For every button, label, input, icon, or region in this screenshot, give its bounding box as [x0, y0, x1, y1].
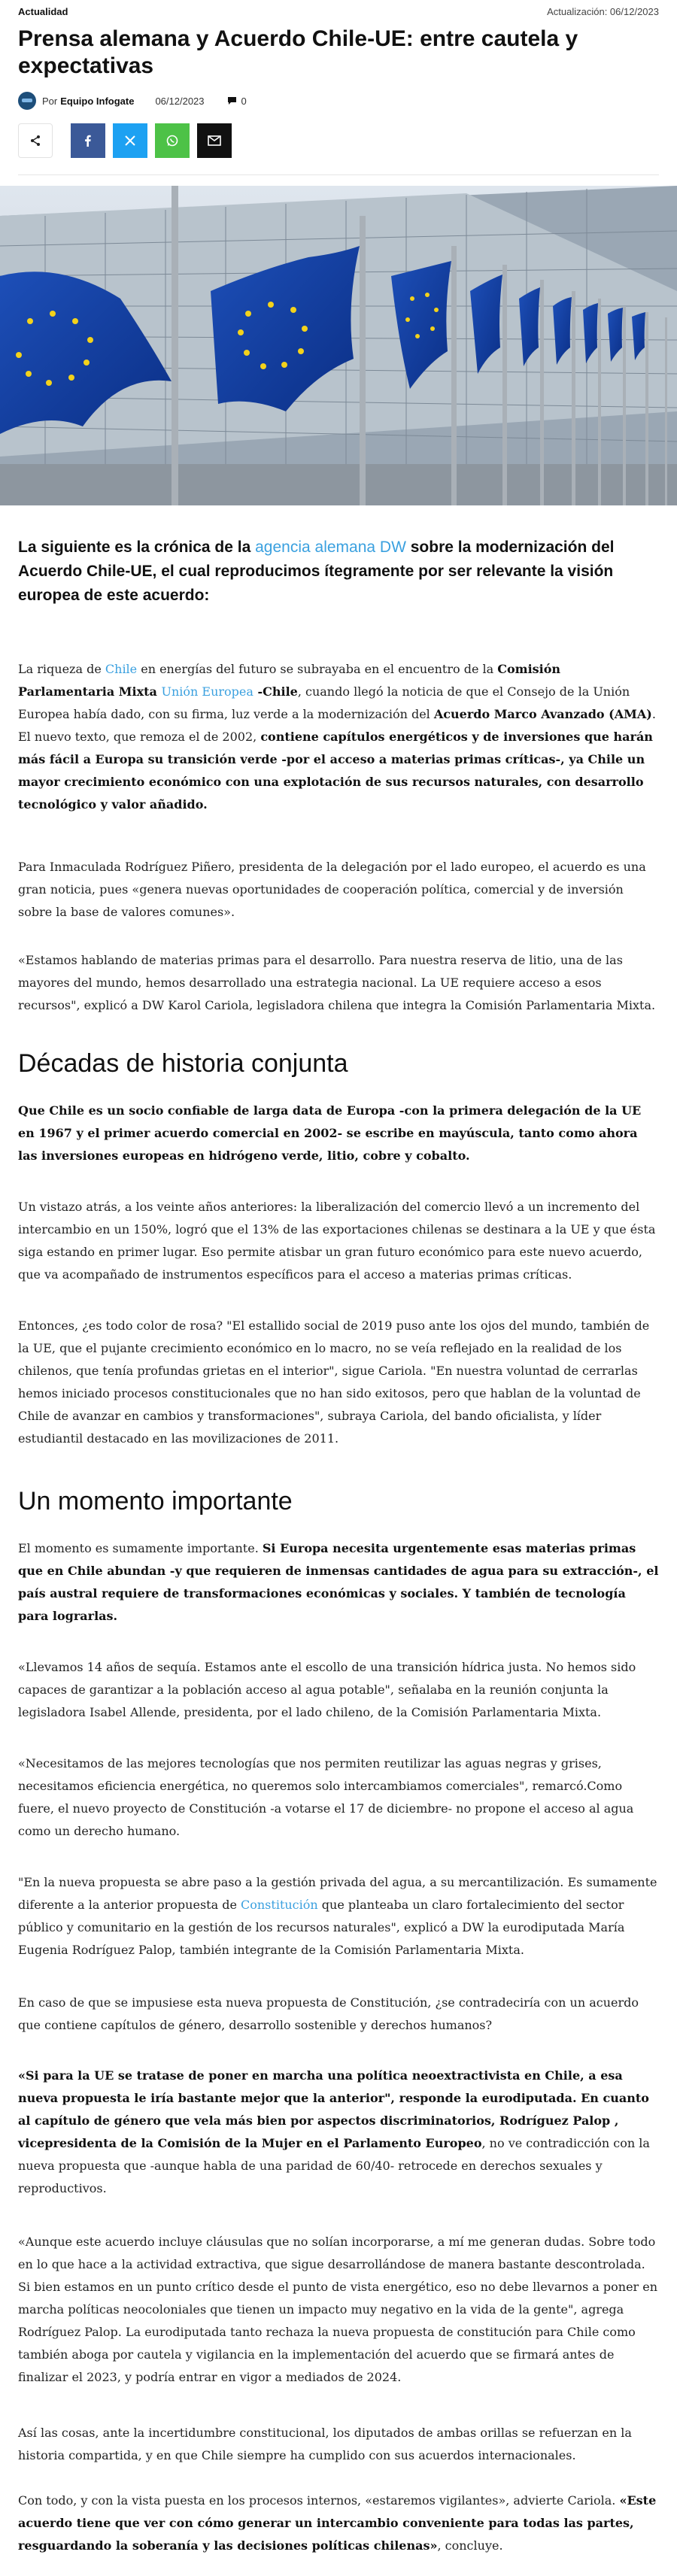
whatsapp-icon [165, 134, 179, 147]
paragraph-13: «Aunque este acuerdo incluye cláusulas que no solían incorporarse, a mí me generan dudas. Sobre todo en lo que hace a la actividad extractiva, que sigue desarrollándose de manera bastante descontrolada. Si bien estamos en un punto crítico desde el punto de vista energético, eso no debe llevarnos a poner en marcha políticas neocoloniales que tienen un impacto muy negativo en la vida de la gente", agrega Rodríguez Palop. La eurodiputada tanto rechaza la nueva propuesta de constitución para Chile como también aboga por cautela y vigilancia en la implementación del acuerdo que se firmará antes de finalizar el 2023, y podría entrar en vigor a mediados de 2024. [18, 2235, 658, 2384]
paragraph-12 [18, 2065, 659, 2200]
dw-agency-link[interactable]: agencia alemana DW [255, 539, 406, 556]
lead-text: La siguiente es la crónica de la [18, 539, 256, 556]
paragraph-10 [18, 1871, 659, 1962]
paragraph-7 [18, 1537, 659, 1628]
p15-bold: «Este acuerdo tiene que ver con cómo generar un intercambio conveniente para todas las partes, resguardando la soberanía y las decisiones políticas chilenas» [18, 2493, 657, 2553]
p1-bold-chile: -Chile [253, 684, 298, 699]
paragraph-3: «Estamos hablando de materias primas para el desarrollo. Para nuestra reserva de litio, una de las mayores del mundo, hemos desarrollado una estrategia nacional. La UE requiere acceso a esos recursos", explicó a DW Karol Cariola, legisladora chilena que integra la Comisión Parlamentaria Mixta. [18, 953, 656, 1012]
share-icon [29, 135, 41, 147]
p1-text-c: , cuando llegó la noticia de que el Consejo de la Unión Europea había dado, con su firma, luz verde a la modernización del [18, 684, 630, 721]
paragraph-15 [18, 2490, 659, 2557]
comments-link[interactable] [227, 96, 247, 107]
article-meta [18, 90, 659, 111]
facebook-share-button[interactable] [71, 123, 105, 158]
divider [18, 174, 659, 175]
hero-image [0, 186, 677, 505]
x-share-button[interactable] [113, 123, 147, 158]
p7-bold: Si Europa necesita urgentemente esas materias primas que en Chile abundan -y que requieren de inmensas cantidades de agua para su extracción-, el país austral requiere de transformaciones económicas y sociales. Y también de tecnología para lograrlas. [18, 1541, 659, 1623]
paragraph-9: «Necesitamos de las mejores tecnologías que nos permiten reutilizar las aguas negras y grises, necesitamos eficiencia energética, no queremos solo intercambiamos comerciales", remarcó.Como fuere, el nuevo proyecto de Constitución -a votarse el 17 de diciembre- no propone el acceso al agua como un derecho humano. [18, 1756, 634, 1838]
comment-icon [227, 96, 237, 105]
author-avatar[interactable] [18, 92, 36, 110]
p10-text-b: que planteaba un claro fortalecimiento del sector público y comunitario en la gestión de los recursos naturales", explicó a DW la eurodiputada María Eugenia Rodríguez Palop, también integrante de la Comisión Parlamentaria Mixta. [18, 1898, 625, 1957]
p1-bold-ama: Acuerdo Marco Avanzado (AMA) [433, 707, 652, 721]
share-bar [18, 123, 659, 159]
lead-paragraph [18, 536, 659, 608]
top-meta-bar [18, 6, 659, 21]
paragraph-1 [18, 658, 659, 816]
p4-bold: Que Chile es un socio confiable de larga data de Europa -con la primera delegación de la UE en 1967 y el primer acuerdo comercial en 2002- se escribe en mayúscula, tanto como ahora las inversiones europeas en hidrógeno verde, litio, cobre y cobalto. [18, 1103, 642, 1163]
share-button[interactable] [18, 123, 53, 158]
p1-bold-end: contiene capítulos energéticos y de inversiones que harán más fácil a Europa su transición verde -por el acceso a materias primas críticas-, ya Chile un mayor crecimiento económico con una explotación de sus recursos naturales, con desarrollo tecnológico y valor añadido. [18, 730, 653, 812]
p12-bold: «Si para la UE se tratase de poner en marcha una política neoextractivista en Chile, a esa nueva propuesta le iría bastante mejor que la anterior", responde la eurodiputada. En cuanto al capítulo de género que vela más bien por aspectos discriminatorios, Rodríguez Palop , vicepresidenta de la Comisión de la Mujer en el Parlamento Europeo [18, 2068, 649, 2150]
constitucion-link[interactable]: Constitución [241, 1898, 318, 1912]
lead-text-end: sobre la modernización del Acuerdo Chile-UE, el cual reproducimos ítegramente por ser relevante la visión europea de este acuerdo: [18, 539, 615, 604]
eu-flags-photo [0, 186, 677, 505]
email-icon [208, 135, 221, 146]
whatsapp-share-button[interactable] [155, 123, 190, 158]
paragraph-8: «Llevamos 14 años de sequía. Estamos ante el escollo de una transición hídrica justa. No hemos sido capaces de garantizar a la población acceso al agua potable", señalaba en la reunión conjunta la legisladora Isabel Allende, presidenta, por el lado chileno, de la Comisión Parlamentaria Mixta. [18, 1660, 636, 1719]
p12-text: , no ve contradicción con la nueva propuesta que -aunque habla de una paridad de 60/40- retrocede en derechos sexuales y reproductivos. [18, 2136, 650, 2195]
article-title: Prensa alemana y Acuerdo Chile-UE: entre cautela y expectativas [18, 26, 578, 78]
comments-count: 0 [241, 95, 247, 107]
chile-link[interactable]: Chile [105, 662, 138, 676]
p1-text-b: en energías del futuro se subrayaba en el encuentro de la [137, 662, 498, 676]
p15-text-a: Con todo, y con la vista puesta en los procesos internos, «estaremos vigilantes», advierte Cariola. [18, 2493, 620, 2508]
section-heading-1: Décadas de historia conjunta [18, 1049, 348, 1078]
paragraph-5: Un vistazo atrás, a los veinte años anteriores: la liberalización del comercio llevó a un incremento del intercambio en un 150%, logró que el 13% de las exportaciones chilenas se destinara a la UE y que ésta siga estando en primer lugar. Eso permite atisbar un gran futuro económico para este nuevo acuerdo, que va acompañado de instrumentos específicos para el acceso a materias primas críticas. [18, 1200, 656, 1282]
facebook-icon [82, 135, 94, 147]
p10-text-a: "En la nueva propuesta se abre paso a la gestión privada del agua, a su mercantilización. Es sumamente diferente a la anterior propuesta de [18, 1875, 657, 1912]
p15-text-c: , concluye. [437, 2538, 503, 2553]
p7-text: El momento es sumamente importante. [18, 1541, 263, 1555]
x-icon [124, 135, 136, 147]
email-share-button[interactable] [197, 123, 232, 158]
category-label[interactable]: Actualidad [18, 6, 68, 17]
section-heading-2: Un momento importante [18, 1487, 293, 1516]
p1-text-a: La riqueza de [18, 662, 105, 676]
updated-date: Actualización: 06/12/2023 [547, 6, 659, 17]
paragraph-11: En caso de que se impusiese esta nueva propuesta de Constitución, ¿se contradeciría con un acuerdo que contiene capítulos de género, desarrollo sostenible y derechos humanos? [18, 1995, 639, 2032]
union-europea-link[interactable]: Unión Europea [161, 684, 253, 699]
p1-text-d: . El nuevo texto, que remoza el de 2002, [18, 707, 656, 744]
paragraph-4 [18, 1100, 659, 1167]
publish-date: 06/12/2023 [155, 95, 205, 107]
by-label: Por [42, 95, 58, 107]
author-link[interactable]: Equipo Infogate [60, 95, 135, 107]
paragraph-6: Entonces, ¿es todo color de rosa? "El estallido social de 2019 puso ante los ojos del mundo, también de la UE, que el pujante crecimiento económico en lo macro, no se veía reflejado en la realidad de los chilenos, que tenía profundas grietas en el interior", sigue Cariola. "En nuestra voluntad de cerrarlas hemos iniciado procesos constitucionales que no han sido exitosos, pero que hablan de la voluntad de Chile de avanzar en cambios y transformaciones", subraya Cariola, del bando oficialista, y líder estudiantil destacado en las movilizaciones de 2011. [18, 1318, 650, 1446]
paragraph-14: Así las cosas, ante la incertidumbre constitucional, los diputados de ambas orillas se refuerzan en la historia compartida, y en que Chile siempre ha cumplido con sus acuerdos internacionales. [18, 2426, 632, 2462]
p1-bold-comision: Comisión Parlamentaria Mixta [18, 662, 561, 699]
paragraph-2: Para Inmaculada Rodríguez Piñero, presidenta de la delegación por el lado europeo, el acuerdo es una gran noticia, pues «genera nuevas oportunidades de cooperación política, comercial y de inversión sobre la base de valores comunes». [18, 860, 646, 919]
